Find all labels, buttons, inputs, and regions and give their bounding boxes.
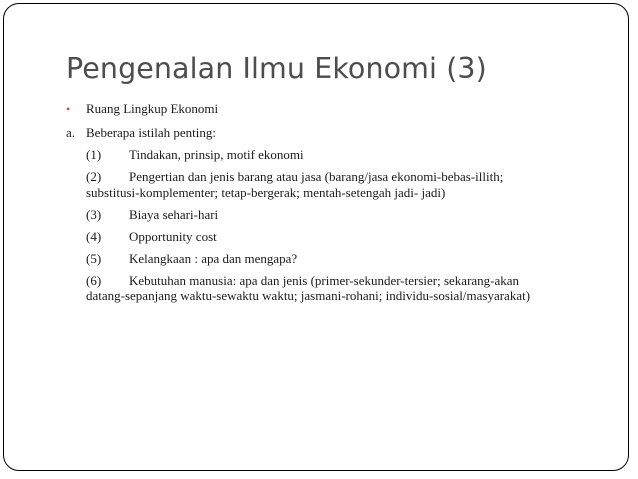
term-list <box>66 147 586 304</box>
term-item-4 <box>86 229 586 245</box>
bullet-dot-icon: • <box>66 102 71 116</box>
term-number: (5) <box>86 250 102 266</box>
term-item-3 <box>86 207 586 223</box>
term-number: (3) <box>86 206 102 222</box>
term-text: Kebutuhan manusia: apa dan jenis (primer-sekunder-tersier; sekarang-akan <box>129 272 520 288</box>
bullet-item <box>66 100 586 118</box>
bullet-text: Ruang Lingkup Ekonomi <box>86 101 219 116</box>
term-text: Opportunity cost <box>129 228 217 244</box>
term-number: (4) <box>86 228 102 244</box>
sub-heading-marker: a. <box>66 125 76 140</box>
sub-heading-text: Beberapa istilah penting: <box>86 125 216 140</box>
term-text: Kelangkaan : apa dan mengapa? <box>129 250 298 266</box>
term-number: (2) <box>86 169 102 184</box>
term-item-5 <box>86 251 586 267</box>
term-text: Biaya sehari-hari <box>129 206 219 222</box>
term-text: Tindakan, prinsip, motif ekonomi <box>129 147 304 162</box>
term-text-continued: datang-sepanjang waktu-sewaktu waktu; jasmani-rohani; individu-sosial/masyarakat) <box>86 288 531 303</box>
term-item-2 <box>86 169 586 200</box>
term-item-1 <box>86 147 586 163</box>
term-text: Pengertian dan jenis barang atau jasa (barang/jasa ekonomi-bebas-illith; <box>129 169 504 184</box>
term-item-6 <box>86 273 586 304</box>
slide-title: Pengenalan Ilmu Ekonomi (3) <box>66 52 487 85</box>
term-number: (1) <box>86 147 102 162</box>
term-text-continued: substitusi-komplementer; tetap-bergerak; mentah-setengah jadi- jadi) <box>86 184 446 200</box>
sub-heading <box>66 124 586 142</box>
slide-content <box>66 100 586 310</box>
term-number: (6) <box>86 272 102 288</box>
